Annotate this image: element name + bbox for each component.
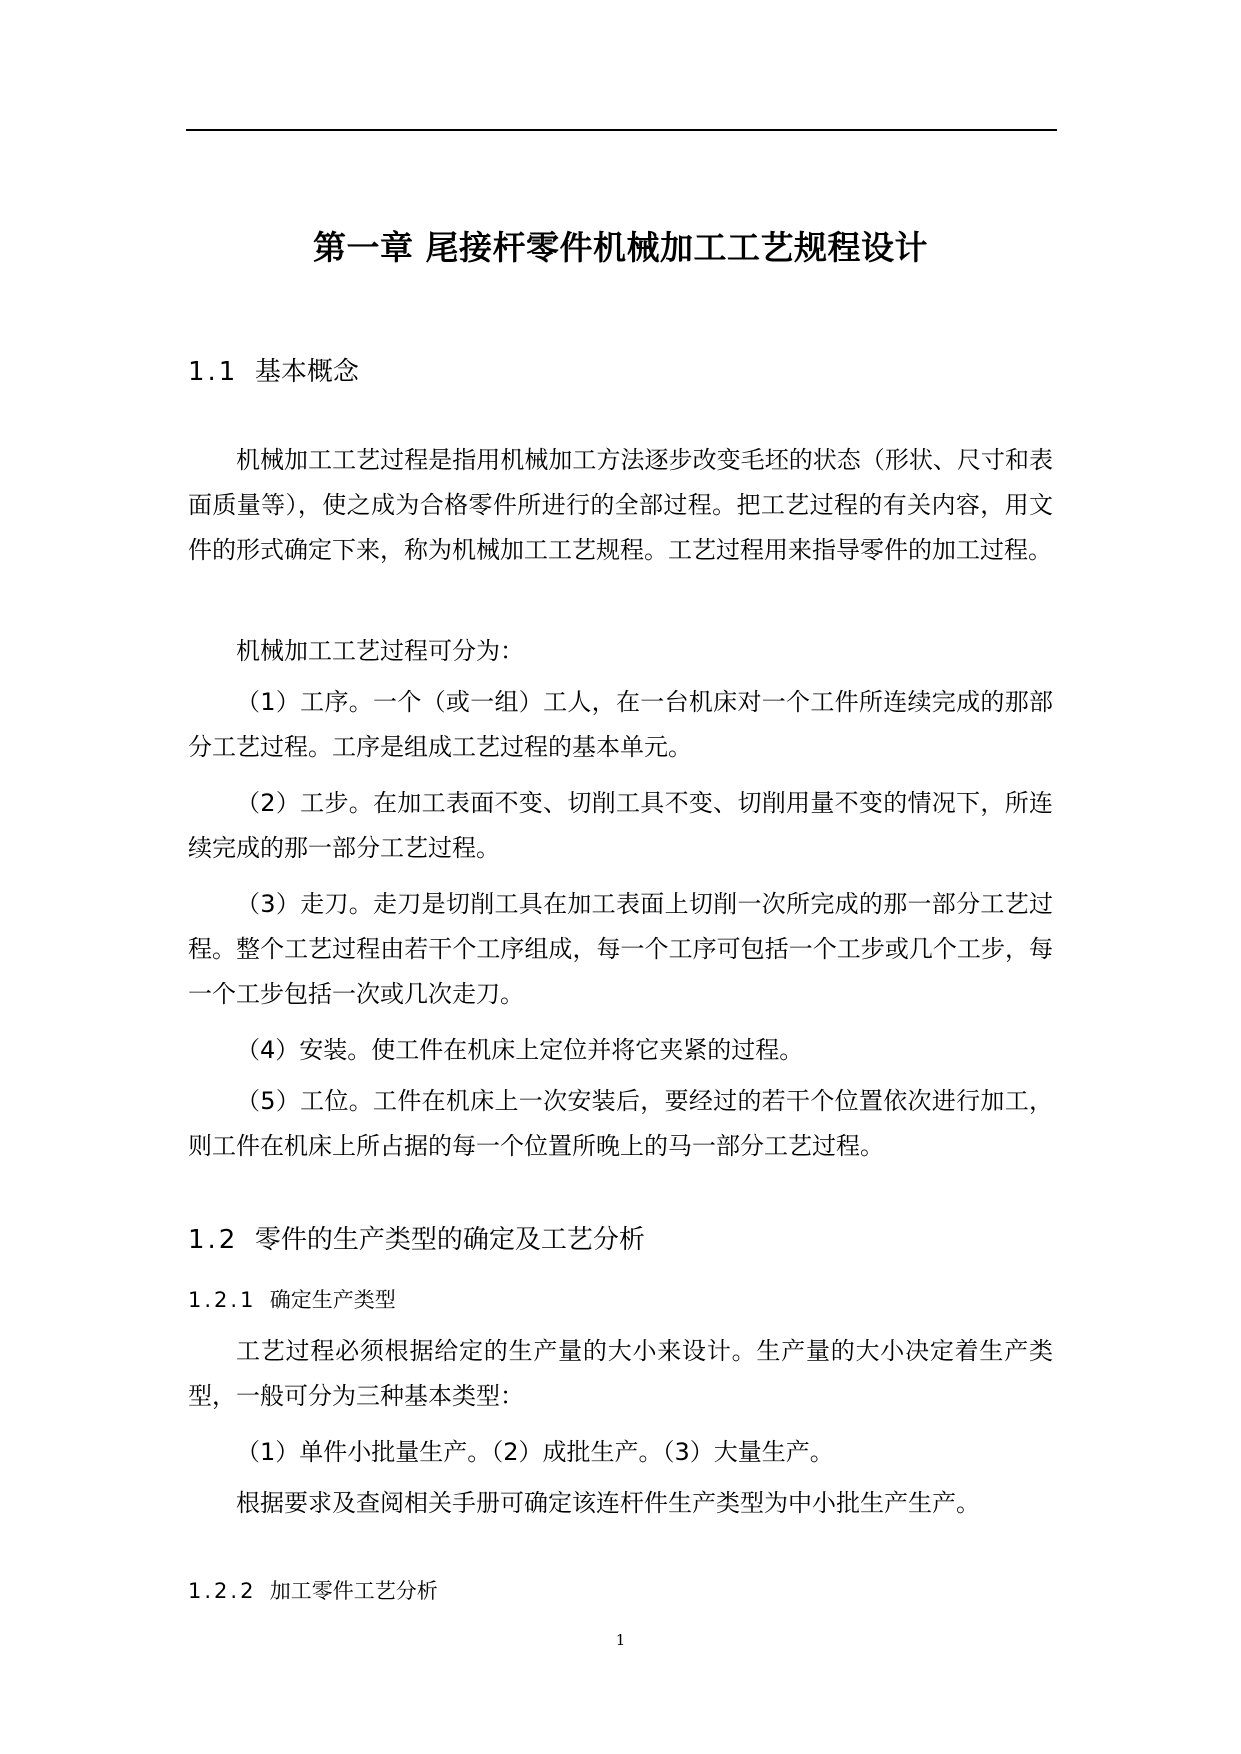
paragraph: （2）工步。在加工表面不变、切削工具不变、切削用量不变的情况下，所连续完成的那一部分工艺过程。 (188, 789, 1053, 862)
paragraph: 根据要求及查阅相关手册可确定该连杆件生产类型为中小批生产生产。 (236, 1489, 980, 1517)
subsection-number: 1.2.1 (188, 1288, 257, 1312)
paragraph: 机械加工工艺过程可分为： (236, 637, 524, 665)
subsection-heading-1-2-1 (188, 1286, 396, 1314)
paragraph: 工艺过程必须根据给定的生产量的大小来设计。生产量的大小决定着生产类型，一般可分为三种基本类型： (188, 1337, 1053, 1410)
section-title: 零件的生产类型的确定及工艺分析 (254, 1225, 645, 1255)
page-number: 1 (615, 1631, 626, 1649)
paragraph: 机械加工工艺过程是指用机械加工方法逐步改变毛坯的状态（形状、尺寸和表面质量等），使之成为合格零件所进行的全部过程。把工艺过程的有关内容，用文件的形式确定下来，称为机械加工工艺规程。工艺过程用来指导零件的加工过程。 (188, 446, 1053, 564)
header-rule (186, 129, 1057, 131)
section-number: 1.1 (188, 357, 239, 387)
paragraph: （4）安装。使工件在机床上定位并将它夹紧的过程。 (236, 1036, 804, 1064)
subsection-title: 确定生产类型 (269, 1288, 396, 1312)
section-title: 基本概念 (254, 357, 359, 387)
paragraph: （1）工序。一个（或一组）工人，在一台机床对一个工件所连续完成的那部分工艺过程。工序是组成工艺过程的基本单元。 (188, 688, 1053, 761)
chapter-title: 第一章 尾接杆零件机械加工工艺规程设计 (313, 228, 928, 267)
subsection-number: 1.2.2 (188, 1579, 257, 1603)
section-heading-1-2 (188, 1224, 645, 1256)
section-number: 1.2 (188, 1225, 239, 1255)
subsection-heading-1-2-2 (188, 1577, 438, 1605)
section-heading-1-1 (188, 356, 359, 388)
subsection-title: 加工零件工艺分析 (269, 1579, 438, 1603)
paragraph: （1）单件小批量生产。（2）成批生产。（3）大量生产。 (236, 1438, 834, 1466)
paragraph: （3）走刀。走刀是切削工具在加工表面上切削一次所完成的那一部分工艺过程。整个工艺过程由若干个工序组成，每一个工序可包括一个工步或几个工步，每一个工步包括一次或几次走刀。 (188, 890, 1053, 1008)
paragraph: （5）工位。工件在机床上一次安装后，要经过的若干个位置依次进行加工，则工件在机床上所占据的每一个位置所晚上的马一部分工艺过程。 (188, 1087, 1053, 1160)
